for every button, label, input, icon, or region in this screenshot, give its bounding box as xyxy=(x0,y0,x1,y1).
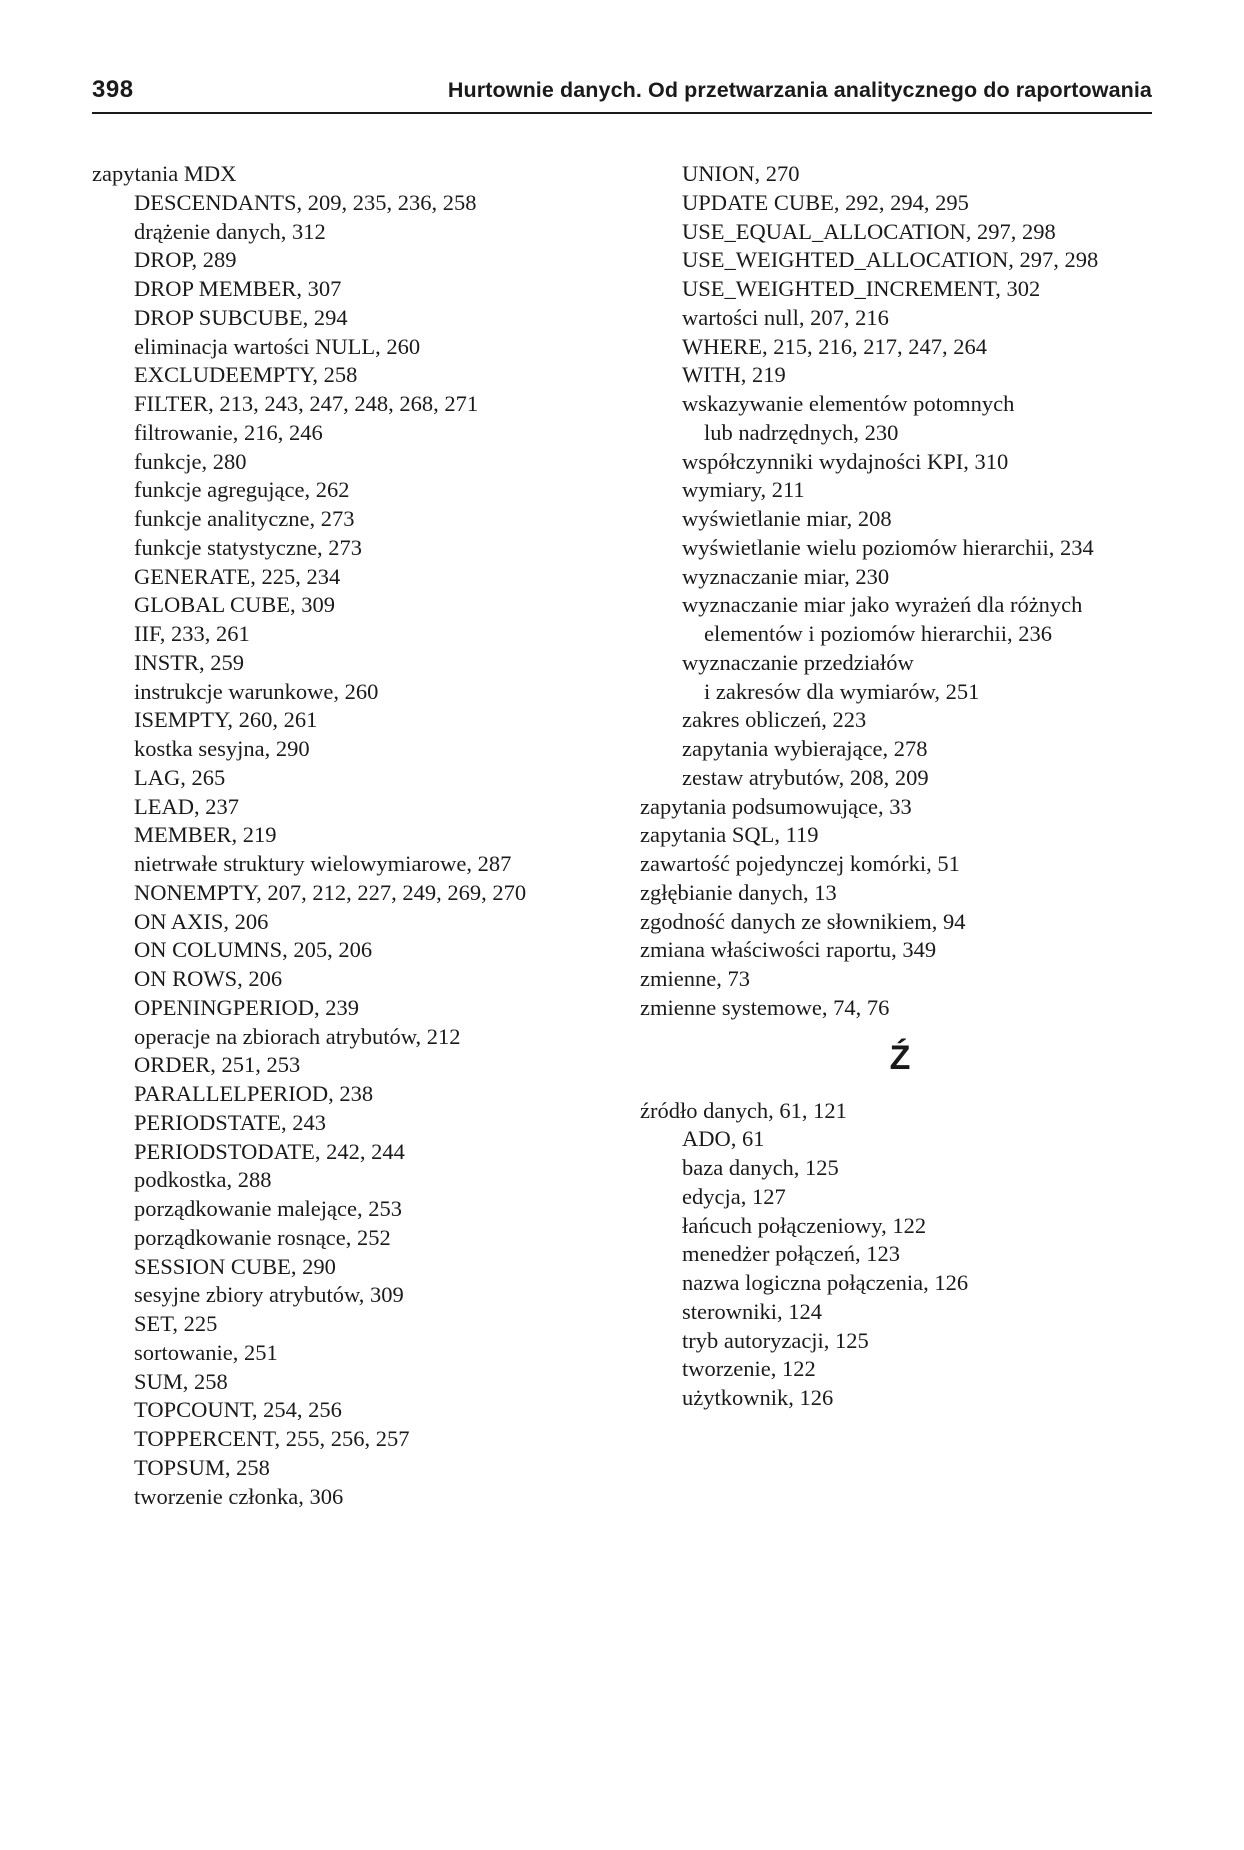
index-subentry: wartości null, 207, 216 xyxy=(682,304,889,330)
index-subentry: wyświetlanie miar, 208 xyxy=(682,506,892,531)
index-subentry: WHERE, 215, 216, 217, 247, 264 xyxy=(682,333,987,359)
index-subentry: GLOBAL CUBE, 309 xyxy=(134,592,336,618)
index-subentry: łańcuch połączeniowy, 122 xyxy=(682,1212,927,1238)
index-subentry: PARALLELPERIOD, 238 xyxy=(134,1081,374,1106)
index-subentry: TOPPERCENT, 255, 256, 257 xyxy=(134,1426,410,1451)
index-subentry: USE_WEIGHTED_INCREMENT, 302 xyxy=(682,276,1041,301)
index-list-right-bottom xyxy=(640,1097,1160,1413)
index-subentry: wyznaczanie miar, 230 xyxy=(682,563,890,589)
index-subentry: funkcje analityczne, 273 xyxy=(134,506,355,531)
index-subentry: wymiary, 211 xyxy=(682,477,805,503)
index-subentry: DROP SUBCUBE, 294 xyxy=(134,304,348,330)
index-subentry: IIF, 233, 261 xyxy=(134,621,250,646)
index-entry-continuation: lub nadrzędnych, 230 xyxy=(704,419,899,445)
index-subentry: sterowniki, 124 xyxy=(682,1298,822,1324)
index-subentry: UNION, 270 xyxy=(682,161,800,186)
index-subentry: baza danych, 125 xyxy=(682,1155,839,1180)
index-subentry: TOPCOUNT, 254, 256 xyxy=(134,1397,342,1423)
index-entry: zapytania podsumowujące, 33 xyxy=(640,793,912,819)
index-subentry: SET, 225 xyxy=(134,1311,218,1336)
index-entry-continuation: elementów i poziomów hierarchii, 236 xyxy=(704,621,1053,646)
index-subentry: edycja, 127 xyxy=(682,1183,786,1209)
index-entry: zmienne systemowe, 74, 76 xyxy=(640,994,890,1020)
index-subentry: USE_WEIGHTED_ALLOCATION, 297, 298 xyxy=(682,247,1099,273)
index-subentry: INSTR, 259 xyxy=(134,649,245,675)
index-subentry: zakres obliczeń, 223 xyxy=(682,707,867,733)
index-subentry: menedżer połączeń, 123 xyxy=(682,1241,901,1267)
index-subentry: DESCENDANTS, 209, 235, 236, 258 xyxy=(134,189,477,215)
index-subentry: funkcje agregujące, 262 xyxy=(134,477,350,503)
index-subentry: wyznaczanie miar jako wyrażeń dla różnych xyxy=(682,592,1083,618)
index-subentry: instrukcje warunkowe, 260 xyxy=(134,678,379,704)
index-subentry: NONEMPTY, 207, 212, 227, 249, 269, 270 xyxy=(134,879,527,905)
index-subentry: wyznaczanie przedziałów xyxy=(682,649,914,675)
index-subentry: kostka sesyjna, 290 xyxy=(134,736,310,761)
index-subentry: współczynniki wydajności KPI, 310 xyxy=(682,448,1009,474)
index-subentry: GENERATE, 225, 234 xyxy=(134,563,341,589)
index-column-right xyxy=(640,160,1160,1413)
index-subentry: zestaw atrybutów, 208, 209 xyxy=(682,764,929,790)
index-subentry: ON AXIS, 206 xyxy=(134,908,269,934)
section-letter: Ź xyxy=(889,1038,911,1077)
index-subentry: LAG, 265 xyxy=(134,764,226,790)
index-subentry: wyświetlanie wielu poziomów hierarchii, 234 xyxy=(682,534,1094,560)
index-subentry: FILTER, 213, 243, 247, 248, 268, 271 xyxy=(134,391,479,416)
index-subentry: tryb autoryzacji, 125 xyxy=(682,1327,869,1353)
index-subentry: USE_EQUAL_ALLOCATION, 297, 298 xyxy=(682,218,1056,244)
index-subentry: ISEMPTY, 260, 261 xyxy=(134,707,318,733)
index-subentry: operacje na zbiorach atrybutów, 212 xyxy=(134,1023,461,1049)
index-subentry: SUM, 258 xyxy=(134,1368,228,1394)
index-subentry: eliminacja wartości NULL, 260 xyxy=(134,333,421,359)
index-list-right-top xyxy=(640,160,1160,1023)
index-entry: zapytania SQL, 119 xyxy=(640,822,819,848)
running-title: Hurtownie danych. Od przetwarzania analitycznego do raportowania xyxy=(447,78,1152,102)
index-entry: zapytania MDX xyxy=(92,161,237,186)
index-entry: zmiana właściwości raportu, 349 xyxy=(640,937,937,963)
page-number: 398 xyxy=(92,76,134,103)
index-subentry: DROP, 289 xyxy=(134,247,237,273)
index-entry: źródło danych, 61, 121 xyxy=(640,1097,847,1123)
index-subentry: EXCLUDEEMPTY, 258 xyxy=(134,362,358,388)
index-subentry: MEMBER, 219 xyxy=(134,822,277,848)
index-subentry: użytkownik, 126 xyxy=(682,1385,834,1410)
index-subentry: funkcje statystyczne, 273 xyxy=(134,534,363,560)
index-subentry: porządkowanie rosnące, 252 xyxy=(134,1224,391,1250)
index-subentry: WITH, 219 xyxy=(682,362,786,388)
index-subentry: wskazywanie elementów potomnych xyxy=(682,391,1015,416)
index-subentry: porządkowanie malejące, 253 xyxy=(134,1196,403,1221)
index-column-left xyxy=(92,160,612,1511)
index-entry: zawartość pojedynczej komórki, 51 xyxy=(640,851,960,876)
index-subentry: ON COLUMNS, 205, 206 xyxy=(134,937,373,963)
index-subentry: tworzenie członka, 306 xyxy=(134,1483,344,1509)
index-subentry: tworzenie, 122 xyxy=(682,1356,816,1382)
index-subentry: ORDER, 251, 253 xyxy=(134,1052,301,1078)
index-subentry: filtrowanie, 216, 246 xyxy=(134,419,323,445)
index-subentry: UPDATE CUBE, 292, 294, 295 xyxy=(682,189,969,215)
index-entry: zmienne, 73 xyxy=(640,966,750,991)
index-subentry: podkostka, 288 xyxy=(134,1167,272,1193)
index-subentry: PERIODSTATE, 243 xyxy=(134,1109,326,1135)
index-subentry: PERIODSTODATE, 242, 244 xyxy=(134,1138,405,1164)
index-subentry: ADO, 61 xyxy=(682,1126,765,1152)
index-entry: zgłębianie danych, 13 xyxy=(640,879,837,905)
index-subentry: sesyjne zbiory atrybutów, 309 xyxy=(134,1282,404,1308)
index-subentry: ON ROWS, 206 xyxy=(134,966,283,991)
index-subentry: nietrwałe struktury wielowymiarowe, 287 xyxy=(134,851,512,876)
index-subentry: nazwa logiczna połączenia, 126 xyxy=(682,1270,969,1295)
index-subentry: sortowanie, 251 xyxy=(134,1339,278,1365)
index-subentry: OPENINGPERIOD, 239 xyxy=(134,994,359,1020)
index-entry-continuation: i zakresów dla wymiarów, 251 xyxy=(704,678,980,704)
index-subentry: drążenie danych, 312 xyxy=(134,218,326,244)
index-subentry: zapytania wybierające, 278 xyxy=(682,736,928,761)
index-entry: zgodność danych ze słownikiem, 94 xyxy=(640,908,966,934)
index-subentry: TOPSUM, 258 xyxy=(134,1454,270,1480)
index-subentry: LEAD, 237 xyxy=(134,793,239,819)
page-header xyxy=(92,72,1152,114)
index-subentry: DROP MEMBER, 307 xyxy=(134,276,342,301)
index-subentry: funkcje, 280 xyxy=(134,448,247,474)
index-subentry: SESSION CUBE, 290 xyxy=(134,1253,336,1279)
